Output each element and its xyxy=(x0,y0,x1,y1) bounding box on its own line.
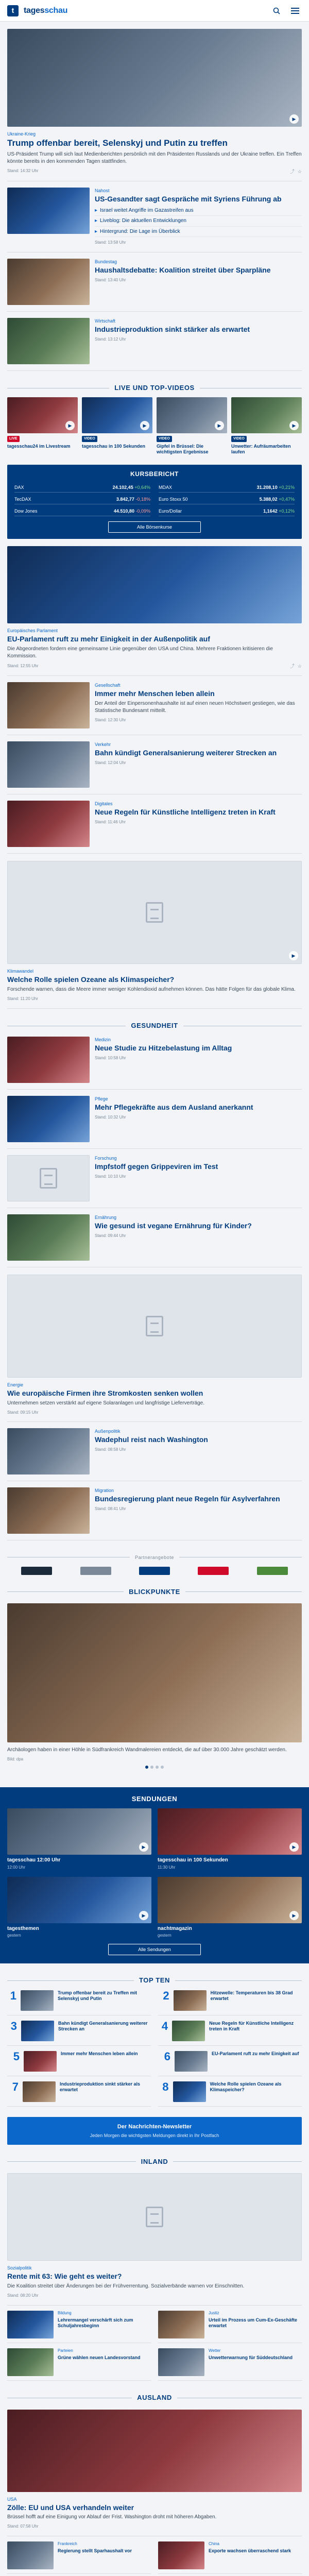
article-meta: Stand: 09:44 Uhr xyxy=(95,1233,126,1238)
hero-teaser: US-Präsident Trump will sich laut Medienberichten persönlich mit den Präsidenten Russlands und der Ukraine treffen. Ein Treffen könnte bereits in den kommenden Tagen stattfinden. xyxy=(7,151,302,164)
section-title[interactable]: SENDUNGEN xyxy=(131,1794,178,1803)
article-headline[interactable]: Rente mit 63: Wie geht es weiter? xyxy=(7,2272,122,2281)
rank-number: 1 xyxy=(10,1989,16,2002)
market-change: +0,21% xyxy=(279,484,295,490)
rank-number: 4 xyxy=(161,2019,168,2032)
ressort-title[interactable]: Unwetterwarnung für Süddeutschland xyxy=(209,2354,293,2360)
section-header-inland xyxy=(7,2157,302,2166)
partner-logo[interactable] xyxy=(80,1567,111,1575)
market-row[interactable] xyxy=(14,483,150,493)
article-meta: Stand: 13:12 Uhr xyxy=(95,336,126,342)
play-icon: ▶ xyxy=(65,421,75,430)
all-broadcasts-button[interactable]: Alle Sendungen xyxy=(108,1944,201,1955)
small-article[interactable] xyxy=(7,318,302,371)
article-teaser: Der Anteil der Einpersonenhaushalte ist auf einen neuen Höchstwert gestiegen, wie das Statistische Bundesamt mitteilt. xyxy=(95,701,295,714)
article-headline[interactable]: Impfstoff gegen Grippeviren im Test xyxy=(95,1162,218,1171)
market-name: MDAX xyxy=(159,484,173,490)
video-placeholder[interactable] xyxy=(7,2173,302,2261)
article-topline: Sozialpolitik xyxy=(7,2265,32,2271)
market-change: -0,18% xyxy=(135,496,150,502)
live-video-card[interactable] xyxy=(7,397,78,454)
article-topline: Ernährung xyxy=(95,1214,117,1220)
section-title[interactable]: BLICKPUNKTE xyxy=(124,1587,185,1597)
market-name: TecDAX xyxy=(14,496,31,502)
article-row[interactable] xyxy=(7,1487,302,1540)
market-name: Euro Stoxx 50 xyxy=(159,496,188,502)
video-placeholder[interactable] xyxy=(7,1275,302,1378)
rank-number: 3 xyxy=(10,2019,18,2032)
media-placeholder-icon xyxy=(146,1316,163,1336)
top-ten-list xyxy=(7,1990,302,2107)
article-teaser: Die Koalition streitet über Änderungen bei der Frühverrentung. Sozialverbände warnen vor Einschnitten. xyxy=(7,2283,245,2290)
top-ten-thumbnail[interactable] xyxy=(21,2021,54,2041)
top-ten-item[interactable] xyxy=(7,2081,151,2107)
article-meta: Stand: 08:58 Uhr xyxy=(95,1447,126,1452)
video-article[interactable] xyxy=(7,1275,302,1422)
market-report-title: KURSBERICHT xyxy=(130,470,179,478)
blickpunkte-feature[interactable] xyxy=(7,1603,302,1775)
section-title[interactable]: INLAND xyxy=(136,2157,174,2166)
video-title[interactable]: Unwetter: Aufräumarbeiten laufen xyxy=(231,443,291,454)
inland-grid xyxy=(7,2311,302,2381)
video-placeholder[interactable] xyxy=(7,1155,90,1201)
article-headline[interactable]: Neue Regeln für Künstliche Intelligenz treten in Kraft xyxy=(95,808,276,817)
partner-logo[interactable] xyxy=(257,1567,288,1575)
article-topline: Migration xyxy=(95,1488,114,1494)
lead-row-image[interactable] xyxy=(7,188,90,234)
broadcasts-section xyxy=(0,1787,309,1963)
top-ten-item[interactable] xyxy=(7,2021,151,2046)
top-ten-title[interactable]: Immer mehr Menschen leben allein xyxy=(61,2050,138,2056)
article-topline: Energie xyxy=(7,1382,24,1387)
hero-topline: Ukraine-Krieg xyxy=(7,131,36,137)
broadcast-time: 11:30 Uhr xyxy=(158,1865,176,1870)
article-topline: Medizin xyxy=(95,1037,111,1042)
site-logo[interactable] xyxy=(24,5,67,16)
lead-row-meta: Stand: 13:58 Uhr xyxy=(95,240,126,245)
top-navigation-bar xyxy=(0,0,309,22)
article-row[interactable] xyxy=(7,741,302,794)
market-value: 3.842,77 xyxy=(116,496,134,502)
top-ten-title[interactable]: Industrieproduktion sinkt stärker als erwartet xyxy=(59,2081,140,2092)
share-icon[interactable]: ⤴ xyxy=(289,168,295,174)
article-meta: Stand: 09:15 Uhr xyxy=(7,1410,39,1415)
market-value: 44.510,80 xyxy=(113,508,134,514)
section-header-blickpunkte xyxy=(7,1587,302,1597)
play-icon: ▶ xyxy=(289,114,299,124)
ressort-topline: Wetter xyxy=(209,2348,221,2353)
hero-meta: Stand: 14:32 Uhr xyxy=(7,168,39,174)
menu-icon[interactable] xyxy=(288,4,302,18)
logo-part-b: schau xyxy=(44,6,68,15)
article-image[interactable] xyxy=(7,318,90,364)
top-ten-title[interactable]: Neue Regeln für Künstliche Intelligenz treten in Kraft xyxy=(209,2020,294,2031)
article-row[interactable] xyxy=(7,1428,302,1481)
article-full[interactable] xyxy=(7,546,302,676)
article-headline[interactable]: Wie europäische Firmen ihre Stromkosten senken wollen xyxy=(7,1388,203,1397)
ressort-title[interactable]: Urteil im Prozess um Cum-Ex-Geschäfte erwartet xyxy=(209,2317,298,2328)
article-image[interactable] xyxy=(7,2410,302,2492)
broadcast-title[interactable]: nachtmagazin xyxy=(158,1925,192,1931)
article-teaser: Unternehmen setzen verstärkt auf eigene Solaranlagen und langfristige Lieferverträge. xyxy=(7,1400,205,1406)
video-title[interactable]: tagesschau24 im Livestream xyxy=(7,443,71,449)
ressort-item[interactable] xyxy=(7,2541,151,2574)
top-ten-title[interactable]: EU-Parlament ruft zu mehr Einigkeit auf xyxy=(212,2050,299,2056)
broadcast-thumbnail[interactable] xyxy=(158,1877,302,1923)
market-name: Euro/Dollar xyxy=(159,508,182,514)
article-row[interactable] xyxy=(7,801,302,854)
ressort-topline: Parteien xyxy=(58,2348,73,2353)
hero-article[interactable] xyxy=(7,29,302,181)
article-meta: Stand: 12:55 Uhr xyxy=(7,663,39,668)
ressort-title[interactable]: Regierung stellt Sparhaushalt vor xyxy=(58,2548,132,2554)
article-row[interactable] xyxy=(7,1096,302,1149)
play-icon: ▶ xyxy=(289,951,298,960)
section-header-live xyxy=(7,383,302,393)
ressort-item[interactable] xyxy=(158,2541,302,2574)
blickpunkte-caption: Archäologen haben in einer Höhle in Südfrankreich Wandmalereien entdeckt, die auf über 30.000 Jahre geschätzt werden. xyxy=(7,1747,287,1753)
article-image[interactable] xyxy=(7,546,302,623)
ressort-item[interactable] xyxy=(158,2348,302,2381)
ressort-topline: Bildung xyxy=(58,2310,72,2315)
ressort-thumbnail[interactable] xyxy=(158,2348,204,2376)
article-headline[interactable]: Zölle: EU und USA verhandeln weiter xyxy=(7,2503,134,2512)
live-badge: LIVE xyxy=(7,436,20,442)
section-title[interactable]: AUSLAND xyxy=(132,2393,177,2402)
all-markets-button[interactable]: Alle Börsenkurse xyxy=(108,521,201,533)
market-row[interactable] xyxy=(14,506,150,516)
ausland-grid xyxy=(7,2541,302,2576)
hero-image[interactable] xyxy=(7,29,302,127)
ressort-topline: China xyxy=(209,2541,219,2547)
top-ten-title[interactable]: Trump offenbar bereit zu Treffen mit Selenskyj und Putin xyxy=(57,1990,137,2001)
article-topline: Verkehr xyxy=(95,742,111,748)
article-headline[interactable]: Neue Studie zu Hitzebelastung im Alltag xyxy=(95,1043,232,1052)
ressort-thumbnail[interactable] xyxy=(7,2311,54,2338)
top-ten-title[interactable]: Hitzewelle: Temperaturen bis 38 Grad erwartet xyxy=(210,1990,293,2001)
live-video-card[interactable] xyxy=(231,397,302,454)
inland-lead-article[interactable] xyxy=(7,2173,302,2306)
market-change: +0,47% xyxy=(279,496,295,502)
article-topline: Klimawandel xyxy=(7,969,34,974)
market-row[interactable] xyxy=(159,495,295,504)
article-teaser: Forschende warnen, dass die Meere immer weniger Kohlendioxid aufnehmen können. Das hätte Folgen für das globale Klima. xyxy=(7,987,296,993)
article-headline[interactable]: Industrieproduktion sinkt stärker als erwartet xyxy=(95,325,250,334)
play-icon: ▶ xyxy=(139,1911,148,1920)
broadcast-thumbnail[interactable] xyxy=(7,1808,151,1855)
newsletter-banner[interactable] xyxy=(7,2117,302,2145)
video-title[interactable]: tagesschau in 100 Sekunden xyxy=(82,443,146,449)
media-placeholder-icon xyxy=(40,1168,57,1189)
article-meta: Stand: 10:58 Uhr xyxy=(95,1055,126,1060)
logo-mark[interactable]: t xyxy=(7,5,19,16)
ressort-thumbnail[interactable] xyxy=(7,2348,54,2376)
article-image[interactable] xyxy=(7,1487,90,1534)
carousel-dots[interactable] xyxy=(7,1766,302,1769)
related-link[interactable]: ▸ Liveblog: Die aktuellen Entwicklungen xyxy=(95,216,302,227)
play-icon: ▶ xyxy=(289,421,299,430)
article-meta: Stand: 12:04 Uhr xyxy=(95,760,126,766)
article-topline: USA xyxy=(7,2496,17,2502)
logo-part-a: tages xyxy=(24,6,45,15)
video-thumbnail[interactable] xyxy=(231,397,302,433)
broadcast-card[interactable] xyxy=(158,1808,302,1870)
section-title[interactable]: TOP TEN xyxy=(134,1976,175,1985)
video-thumbnail[interactable] xyxy=(82,397,152,433)
section-title[interactable]: LIVE UND TOP-VIDEOS xyxy=(109,383,200,393)
top-ten-thumbnail[interactable] xyxy=(175,2051,208,2072)
partner-strip-header xyxy=(7,1553,302,1561)
live-video-card[interactable] xyxy=(82,397,152,454)
article-image[interactable] xyxy=(7,741,90,788)
broadcast-title[interactable]: tagesthemen xyxy=(7,1925,39,1931)
rank-number: 7 xyxy=(12,2080,19,2093)
play-icon: ▶ xyxy=(289,1842,299,1852)
article-topline: Europäisches Parlament xyxy=(7,628,58,634)
section-header-topten xyxy=(7,1976,302,1985)
top-ten-thumbnail[interactable] xyxy=(174,1990,207,2011)
section-title[interactable]: GESUNDHEIT xyxy=(126,1021,183,1030)
partner-logo[interactable] xyxy=(198,1567,229,1575)
image-credit: Bild: dpa xyxy=(7,1757,24,1762)
article-topline: Bundestag xyxy=(95,259,117,264)
ressort-item[interactable] xyxy=(158,2311,302,2343)
article-image[interactable] xyxy=(7,259,90,305)
video-thumbnail[interactable] xyxy=(157,397,227,433)
broadcast-time: gestern xyxy=(158,1933,171,1938)
article-meta: Stand: 08:20 Uhr xyxy=(7,2293,39,2298)
article-meta: Stand: 11:20 Uhr xyxy=(7,996,38,1002)
article-image[interactable] xyxy=(7,1428,90,1475)
article-headline[interactable]: Bahn kündigt Generalsanierung weiterer Strecken an xyxy=(95,749,277,757)
ressort-title[interactable]: Grüne wählen neuen Landesvorstand xyxy=(58,2354,141,2360)
broadcast-card[interactable] xyxy=(7,1808,151,1870)
article-headline[interactable]: EU-Parlament ruft zu mehr Einigkeit in der Außenpolitik auf xyxy=(7,635,210,643)
article-teaser: Brüssel hofft auf eine Einigung vor Ablauf der Frist. Washington droht mit höheren Abgaben. xyxy=(7,2514,217,2520)
market-name: DAX xyxy=(14,484,24,490)
media-placeholder-icon xyxy=(146,2207,163,2227)
article-image[interactable] xyxy=(7,682,90,728)
article-meta: Stand: 08:41 Uhr xyxy=(95,1506,126,1512)
article-row[interactable] xyxy=(7,1155,302,1208)
ressort-title[interactable]: Exporte wachsen überraschend stark xyxy=(209,2548,291,2554)
partner-logo[interactable] xyxy=(139,1567,170,1575)
play-icon: ▶ xyxy=(139,1842,148,1852)
article-image[interactable] xyxy=(7,1096,90,1142)
live-video-card[interactable] xyxy=(157,397,227,454)
article-image[interactable] xyxy=(7,1037,90,1083)
top-ten-title[interactable]: Bahn kündigt Generalsanierung weiterer Strecken an xyxy=(58,2020,148,2031)
article-topline: Gesellschaft xyxy=(95,683,121,688)
newsletter-text: Jeden Morgen die wichtigsten Meldungen direkt in Ihr Postfach xyxy=(90,2132,219,2138)
blickpunkte-image[interactable] xyxy=(7,1603,302,1742)
lead-row-headline[interactable]: US-Gesandter sagt Gespräche mit Syriens Führung ab xyxy=(95,194,282,203)
rank-number: 8 xyxy=(162,2080,169,2093)
market-change: -0,09% xyxy=(135,508,150,514)
article-headline[interactable]: Mehr Pflegekräfte aus dem Ausland anerkannt xyxy=(95,1103,253,1111)
partner-strip-label: Partnerangebote xyxy=(130,1554,179,1561)
article-image[interactable] xyxy=(7,801,90,847)
video-badge: VIDEO xyxy=(157,436,172,442)
partner-logos xyxy=(7,1567,302,1575)
ressort-thumbnail[interactable] xyxy=(158,2311,204,2338)
market-change: +0,64% xyxy=(134,484,150,490)
article-meta: Stand: 10:10 Uhr xyxy=(95,1174,126,1179)
hero-headline[interactable]: Trump offenbar bereit, Selenskyj und Putin zu treffen xyxy=(7,138,228,148)
top-ten-thumbnail[interactable] xyxy=(172,2021,205,2041)
play-icon: ▶ xyxy=(140,421,149,430)
article-row[interactable] xyxy=(7,1214,302,1267)
ressort-topline: Justiz xyxy=(209,2310,219,2315)
broadcast-time: gestern xyxy=(7,1933,21,1938)
rank-number: 2 xyxy=(163,1989,169,2002)
article-row[interactable] xyxy=(7,1037,302,1090)
top-ten-thumbnail[interactable] xyxy=(24,2051,57,2072)
article-image[interactable] xyxy=(7,1214,90,1261)
market-row[interactable] xyxy=(159,506,295,516)
market-name: Dow Jones xyxy=(14,508,38,514)
market-list xyxy=(14,483,295,516)
article-headline[interactable]: Immer mehr Menschen leben allein xyxy=(95,689,215,698)
video-badge: VIDEO xyxy=(231,436,247,442)
live-video-grid xyxy=(7,397,302,454)
ressort-thumbnail[interactable] xyxy=(158,2541,204,2569)
video-title[interactable]: Gipfel in Brüssel: Die wichtigsten Ergebnisse xyxy=(157,443,209,454)
ressort-title[interactable]: Lehrermangel verschärft sich zum Schuljahresbeginn xyxy=(58,2317,133,2328)
article-headline[interactable]: Wie gesund ist vegane Ernährung für Kinder? xyxy=(95,1221,252,1230)
article-headline[interactable]: Bundesregierung plant neue Regeln für Asylverfahren xyxy=(95,1495,280,1503)
broadcast-time: 12:00 Uhr xyxy=(7,1865,26,1870)
article-teaser: Die Abgeordneten fordern eine gemeinsame Linie gegenüber den USA und China. Mehrere Fraktionen kritisieren die Kommission. xyxy=(7,646,273,659)
article-headline[interactable]: Haushaltsdebatte: Koalition streitet über Sparpläne xyxy=(95,266,271,275)
bookmark-icon[interactable]: ☆ xyxy=(297,168,302,174)
top-ten-item[interactable] xyxy=(158,1990,302,2015)
ressort-thumbnail[interactable] xyxy=(7,2541,54,2569)
market-value: 24.102,45 xyxy=(112,484,133,490)
video-badge: VIDEO xyxy=(82,436,97,442)
bookmark-icon[interactable]: ☆ xyxy=(297,664,302,669)
article-meta: Stand: 12:30 Uhr xyxy=(95,718,126,723)
top-ten-thumbnail[interactable] xyxy=(173,2081,206,2102)
related-links xyxy=(95,206,302,238)
article-headline[interactable]: Wadephul reist nach Washington xyxy=(95,1435,208,1444)
article-topline: Wirtschaft xyxy=(95,318,116,324)
top-ten-item[interactable] xyxy=(158,2081,302,2107)
article-row[interactable] xyxy=(7,682,302,735)
market-report-box xyxy=(7,465,302,539)
broadcast-card[interactable] xyxy=(158,1877,302,1939)
article-topline: Digitales xyxy=(95,801,113,807)
broadcast-title[interactable]: tagesschau 12:00 Uhr xyxy=(7,1857,61,1863)
media-placeholder-icon xyxy=(146,902,163,923)
broadcast-thumbnail[interactable] xyxy=(158,1808,302,1855)
top-ten-item[interactable] xyxy=(158,2021,302,2046)
share-icon[interactable]: ⤴ xyxy=(289,664,295,669)
broadcast-thumbnail[interactable] xyxy=(7,1877,151,1923)
article-meta: Stand: 13:40 Uhr xyxy=(95,277,126,282)
related-link[interactable]: ▸ Hintergrund: Die Lage im Überblick xyxy=(95,227,302,238)
market-change: +0,12% xyxy=(279,508,295,514)
small-article[interactable] xyxy=(7,259,302,312)
ressort-item[interactable] xyxy=(7,2348,151,2381)
section-header-gesundheit xyxy=(7,1021,302,1030)
article-headline[interactable]: Welche Rolle spielen Ozeane als Klimaspeicher? xyxy=(7,975,175,984)
market-value: 5.388,02 xyxy=(259,496,278,502)
play-icon: ▶ xyxy=(289,1911,299,1920)
broadcast-card[interactable] xyxy=(7,1877,151,1939)
newsletter-title[interactable]: Der Nachrichten-Newsletter xyxy=(117,2123,192,2130)
market-value: 1,1642 xyxy=(263,508,278,514)
top-ten-item[interactable] xyxy=(158,2051,302,2076)
market-row[interactable] xyxy=(14,495,150,504)
rank-number: 5 xyxy=(13,2049,20,2063)
article-meta: Stand: 11:46 Uhr xyxy=(95,820,126,825)
video-placeholder[interactable] xyxy=(7,861,302,964)
top-ten-thumbnail[interactable] xyxy=(21,1990,54,2011)
article-meta: Stand: 10:32 Uhr xyxy=(95,1114,126,1120)
top-ten-item[interactable] xyxy=(7,1990,151,2015)
ausland-lead-article[interactable] xyxy=(7,2410,302,2537)
play-icon: ▶ xyxy=(215,421,224,430)
related-link[interactable]: ▸ Israel weitet Angriffe im Gazastreifen aus xyxy=(95,206,302,216)
ressort-item[interactable] xyxy=(7,2311,151,2343)
rank-number: 6 xyxy=(164,2049,170,2063)
top-ten-title[interactable]: Welche Rolle spielen Ozeane als Klimaspeicher? xyxy=(210,2081,282,2092)
search-icon[interactable] xyxy=(270,4,283,18)
lead-row-article[interactable] xyxy=(7,188,302,252)
market-value: 31.208,10 xyxy=(256,484,278,490)
article-topline: Außenpolitik xyxy=(95,1429,121,1434)
article-topline: Pflege xyxy=(95,1096,108,1101)
video-thumbnail[interactable] xyxy=(7,397,78,433)
broadcast-title[interactable]: tagesschau in 100 Sekunden xyxy=(158,1857,228,1863)
lead-row-topline: Nahost xyxy=(95,188,110,193)
article-topline: Forschung xyxy=(95,1155,117,1161)
top-ten-thumbnail[interactable] xyxy=(23,2081,56,2102)
section-header-ausland xyxy=(7,2393,302,2402)
top-ten-item[interactable] xyxy=(7,2051,151,2076)
partner-logo[interactable] xyxy=(21,1567,52,1575)
ressort-topline: Frankreich xyxy=(58,2541,77,2547)
market-row[interactable] xyxy=(159,483,295,493)
video-article[interactable] xyxy=(7,861,302,1009)
article-meta: Stand: 07:58 Uhr xyxy=(7,2524,39,2529)
